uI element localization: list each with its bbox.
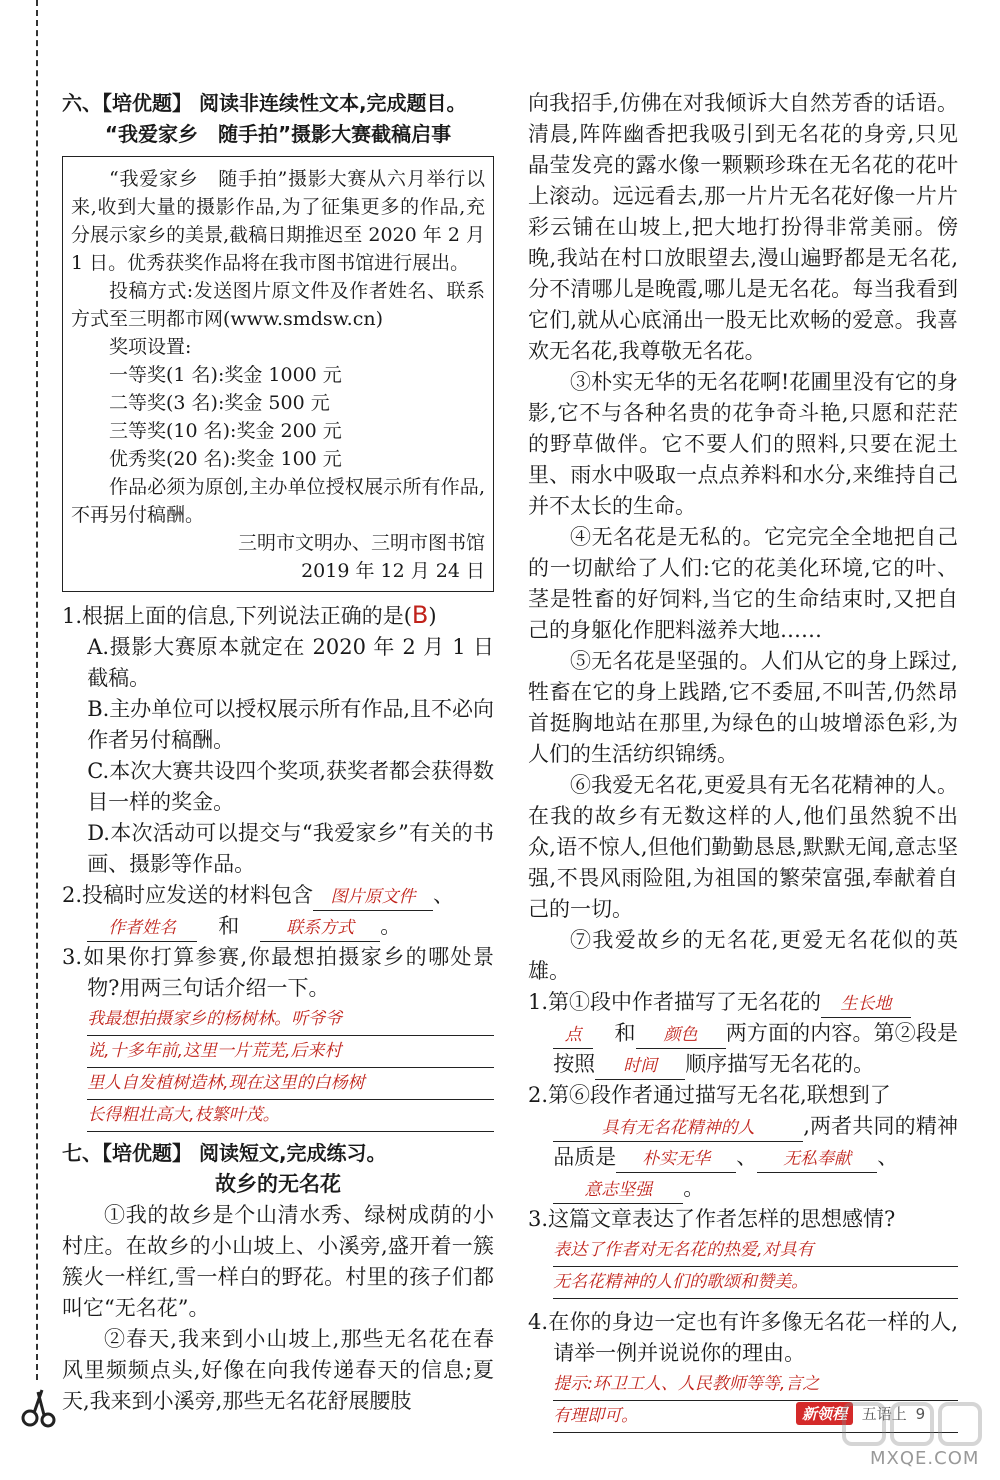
notice-paragraph-2: 投稿方式:发送图片原文件及作者姓名、联系方式至三明都市网(www.smdsw.cn): [71, 280, 485, 330]
question-6-3: 3.如果你打算参赛,你最想拍摄家乡的哪处景物?用两三句话介绍一下。: [62, 945, 494, 1000]
scissors-icon: [20, 1388, 60, 1428]
question-7-2: 2.第⑥段作者通过描写无名花,联想到了 具有无名花精神的人 ,两者共同的精神品质是 朴实无华 、 无私奉献 、 意志坚强 。: [528, 1080, 958, 1204]
answer-line: 我最想拍摄家乡的杨树林。听爷爷: [87, 1004, 494, 1036]
subject-label: 五语上: [861, 1405, 907, 1423]
story-paragraph-6: ⑥我爱无名花,更爱具有无名花精神的人。在我的故乡有无数这样的人,他们虽然貌不出众,语不惊人,但他们勤勤恳恳,默默无闻,意志坚强,不畏风雨险阻,为祖国的繁荣富强,奉献着自己的一切。: [528, 773, 958, 921]
answer-line: 里人自发植树造林,现在这里的白杨树: [87, 1068, 494, 1100]
notice-date: 2019 年 12 月 24 日: [301, 560, 485, 582]
option-b: B.主办单位可以授权展示所有作品,且不必向作者另付稿酬。: [87, 697, 494, 752]
story-paragraph-1: ①我的故乡是个山清水秀、绿树成荫的小村庄。在故乡的小山坡上、小溪旁,盛开着一簇簇火一样红,雪一样白的野花。村里的孩子们都叫它“无名花”。: [62, 1203, 494, 1320]
answer-line: 有理即可。: [553, 1401, 958, 1433]
question-7-1: 1.第①段中作者描写了无名花的 生长地 点 和 颜色 两方面的内容。第②段是按照 时间 顺序描写无名花的。: [528, 987, 958, 1080]
awards-heading: 奖项设置:: [109, 336, 192, 358]
story-paragraph-4: ④无名花是无私的。它完完全全地把自己的一切献给了人们:它的花美化环境,它的叶、茎是牲畜的好饲料,当它的生命结束时,又把自己的身躯化作肥料滋养大地……: [528, 525, 958, 642]
option-d: D.本次活动可以提交与“我爱家乡”有关的书画、摄影等作品。: [87, 821, 494, 876]
answer-line: 长得粗壮高大,枝繁叶茂。: [87, 1100, 494, 1132]
answer-7-2-b: 朴实无华: [616, 1146, 736, 1173]
answer-7-1-a-cont: 点: [553, 1022, 593, 1049]
brand-badge: 新领程: [796, 1402, 853, 1425]
right-column: [528, 88, 958, 1433]
answer-line: 表达了作者对无名花的热爱,对具有: [553, 1235, 958, 1267]
answer-line: 说,十多年前,这里一片荒芜,后来村: [87, 1036, 494, 1068]
answer-7-3: [528, 1235, 958, 1299]
story-paragraph-2-cont: 向我招手,仿佛在对我倾诉大自然芳香的话语。清晨,阵阵幽香把我吸引到无名花的身旁,只见晶莹发亮的露水像一颗颗珍珠在无名花的花叶上滚动。远远看去,那一片片无名花好像一片片彩云铺在山坡上,把大地打扮得非常美丽。傍晚,我站在村口放眼望去,漫山遍野都是无名花,分不清哪儿是晚霞,哪儿是无名花。每当我看到它们,就从心底涌出一股无比欢畅的爱意。我喜欢无名花,我尊敬无名花。: [528, 91, 958, 363]
notice-signature: 三明市文明办、三明市图书馆: [237, 532, 485, 554]
answer-6-2-b: 作者姓名: [87, 915, 197, 942]
answer-6-2-c: 联系方式: [260, 915, 380, 942]
cut-line: [36, 0, 38, 1380]
answer-7-1-b: 颜色: [636, 1022, 726, 1049]
left-column: [62, 88, 494, 1417]
answer-7-2-d: 意志坚强: [553, 1177, 683, 1204]
answer-7-2-a: 具有无名花精神的人: [553, 1115, 803, 1142]
answer-line: 无名花精神的人们的歌颂和赞美。: [553, 1267, 958, 1299]
question-7-3: 3.这篇文章表达了作者怎样的思想感情?: [528, 1207, 896, 1231]
option-c: C.本次大赛共设四个奖项,获奖者都会获得数目一样的奖金。: [87, 759, 494, 814]
answer-7-1-c: 时间: [595, 1053, 685, 1080]
story-paragraph-2: ②春天,我来到小山坡上,那些无名花在春风里频频点头,好像在向我传递春天的信息;夏天,我来到小溪旁,那些无名花舒展腰肢: [62, 1327, 494, 1413]
section-6-title: 六、【培优题】 阅读非连续性文本,完成题目。: [62, 91, 467, 115]
page-number: 9: [915, 1405, 926, 1423]
story-paragraph-5: ⑤无名花是坚强的。人们从它的身上踩过,牲畜在它的身上践踏,它不委屈,不叫苦,仍然昂首挺胸地站在那里,为绿色的山坡增添色彩,为人们的生活纺织锦绣。: [528, 649, 958, 766]
answer-6-3: [62, 1004, 494, 1132]
section-7-title: 七、【培优题】 阅读短文,完成练习。: [62, 1141, 387, 1165]
notice-title: “我爱家乡 随手拍”摄影大赛截稿启事: [104, 122, 452, 146]
question-7-4: 4.在你的身边一定也有许多像无名花一样的人,请举一例并说说你的理由。: [528, 1310, 958, 1365]
award-item: 一等奖(1 名):奖金 1000 元: [109, 364, 342, 386]
notice-box: [62, 156, 494, 592]
option-a: A.摄影大赛原本就定在 2020 年 2 月 1 日截稿。: [87, 635, 494, 690]
story-title: 故乡的无名花: [215, 1172, 341, 1196]
notice-paragraph-1: “我爱家乡 随手拍”摄影大赛从六月举行以来,收到大量的摄影作品,为了征集更多的作品,充分展示家乡的美景,截稿日期推迟至 2020 年 2 月 1 日。优秀获奖作品将在我市图书馆进行展出。: [71, 168, 485, 274]
notice-paragraph-3: 作品必须为原创,主办单位授权展示所有作品,不再另付稿酬。: [71, 476, 485, 526]
award-item: 三等奖(10 名):奖金 200 元: [109, 420, 342, 442]
answer-7-1-a: 生长地: [821, 991, 911, 1018]
story-paragraph-7: ⑦我爱故乡的无名花,更爱无名花似的英雄。: [528, 928, 958, 983]
watermark-text: MXQE.COM: [870, 1448, 980, 1469]
question-6-2: 2.投稿时应发送的材料包含 图片原文件 、 作者姓名 和 联系方式 。: [62, 880, 494, 942]
question-6-1: 1.根据上面的信息,下列说法正确的是(B): [62, 601, 437, 629]
answer-line: 提示:环卫工人、人民教师等等,言之: [553, 1369, 958, 1401]
award-item: 优秀奖(20 名):奖金 100 元: [109, 448, 342, 470]
award-item: 二等奖(3 名):奖金 500 元: [109, 392, 330, 414]
answer-7-2-c: 无私奉献: [757, 1146, 877, 1173]
story-paragraph-3: ③朴实无华的无名花啊!花圃里没有它的身影,它不与各种名贵的花争奇斗艳,只愿和茫茫的野草做伴。它不要人们的照料,只要在泥土里、雨水中吸取一点点养料和水分,来维持自己并不太长的生命。: [528, 370, 958, 518]
answer-6-2-a: 图片原文件: [313, 884, 433, 911]
answer-6-1: B: [411, 601, 429, 629]
